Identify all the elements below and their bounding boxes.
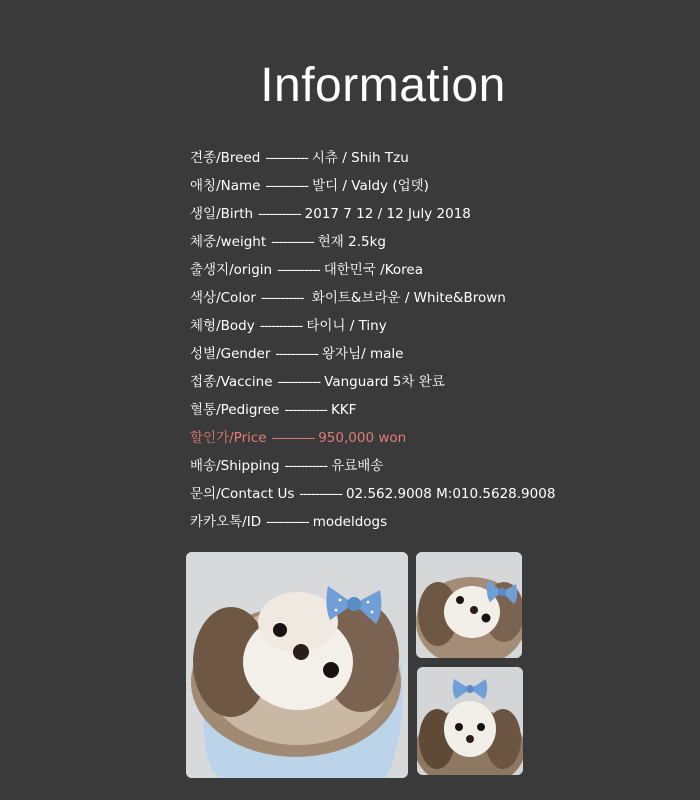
info-value: 950,000 won [318,430,407,446]
info-row [190,510,555,538]
dog-illustration [417,667,523,775]
info-separator: ----------- [271,430,315,446]
info-row [190,314,555,342]
info-list [190,146,555,538]
info-label: 배송/Shipping [190,458,280,474]
info-row [190,286,555,314]
info-row [190,482,555,510]
info-separator: ----------- [284,402,327,418]
info-value: 유료배송 [331,458,384,474]
info-label: 체형/Body [190,318,255,334]
info-separator: ----------- [271,234,314,250]
dog-photo-main [186,552,408,778]
dog-illustration [186,552,408,778]
info-value: 화이트&브라운 / White&Brown [307,290,506,306]
page-title: Information [260,59,506,112]
info-label: 출생지/origin [190,262,273,278]
info-value: 왕자님/ male [321,346,404,362]
info-value: 시츄 / Shih Tzu [311,150,409,166]
info-label: 접종/Vaccine [190,374,273,390]
info-label: 카카오톡/ID [190,514,262,530]
info-label: 혈통/Pedigree [190,402,280,418]
info-row [190,230,555,258]
info-separator: ----------- [277,374,321,390]
info-separator: ----------- [277,262,320,278]
info-value: 발디 / Valdy (업뎃) [312,178,429,194]
info-value: 타이니 / Tiny [306,318,387,334]
dog-photo-thumbnail-2 [417,667,523,775]
info-separator: ----------- [265,178,309,194]
info-row [190,202,555,230]
info-row [190,342,555,370]
info-value: Vanguard 5차 완료 [324,374,445,390]
info-label: 애칭/Name [190,178,261,194]
info-label: 문의/Contact Us [190,486,295,502]
info-label: 견종/Breed [190,150,261,166]
info-row [190,454,555,482]
info-separator: ----------- [266,514,309,530]
info-row [190,370,555,398]
info-separator: ----------- [258,206,301,222]
info-label: 성별/Gender [190,346,271,362]
info-value: modeldogs [312,514,388,530]
info-label: 체중/weight [190,234,267,250]
info-row [190,174,555,202]
info-label: 색상/Color [190,290,256,306]
info-label: 할인가/Price [190,430,267,446]
info-separator: ----------- [260,290,304,306]
info-row [190,426,555,454]
info-row [190,146,555,174]
dog-illustration [416,552,522,658]
info-label: 생일/Birth [190,206,254,222]
info-row [190,258,555,286]
info-separator: ----------- [275,346,318,362]
info-separator: ----------- [284,458,328,474]
info-separator: ----------- [299,486,342,502]
info-value: 대한민국 /Korea [323,262,423,278]
info-value: KKF [330,402,357,418]
dog-photo-thumbnail-1 [416,552,522,658]
info-separator: ----------- [259,318,303,334]
info-row [190,398,555,426]
info-separator: ----------- [265,150,308,166]
info-value: 현재 2.5kg [317,234,386,250]
info-value: 2017 7 12 / 12 July 2018 [304,206,471,222]
info-value: 02.562.9008 M:010.5628.9008 [345,486,556,502]
